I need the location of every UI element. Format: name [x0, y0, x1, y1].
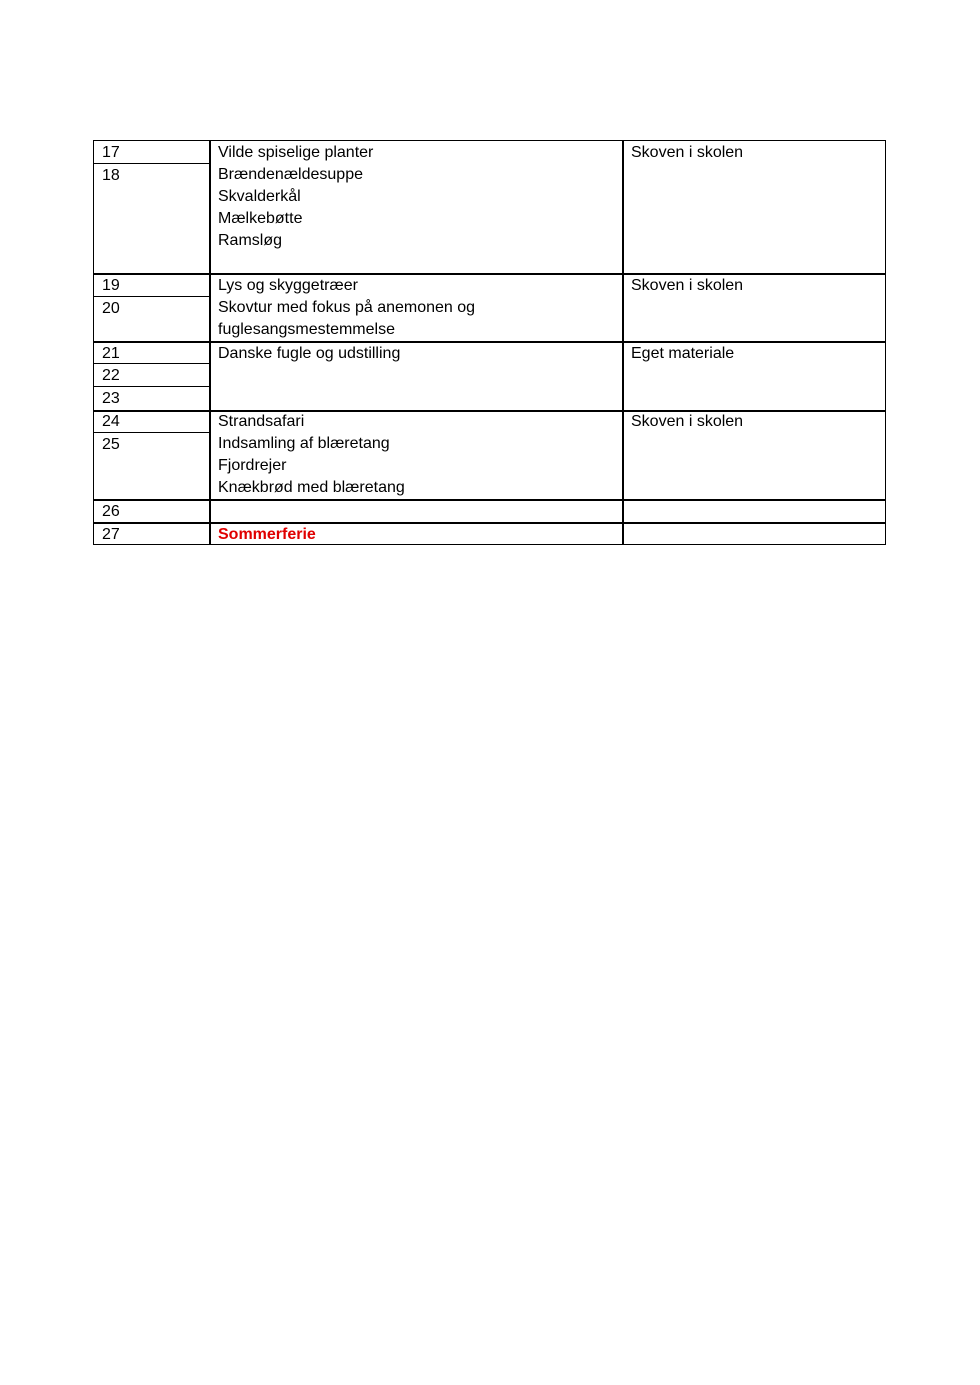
row-divider — [94, 341, 885, 343]
topic-line: Knækbrød med blæretang — [218, 479, 405, 496]
column-divider — [209, 141, 211, 544]
material-text: Eget materiale — [631, 345, 735, 362]
topic-line: Indsamling af blæretang — [218, 435, 390, 452]
material-text: Skoven i skolen — [631, 413, 744, 430]
topic-line: Mælkebøtte — [218, 210, 303, 227]
row-divider — [94, 273, 885, 275]
week-number: 19 — [102, 277, 120, 294]
week-number: 26 — [102, 503, 120, 520]
topic-line: Lys og skyggetræer — [218, 277, 358, 294]
topic-line: Skovtur med fokus på anemonen og — [218, 299, 476, 316]
topic-line: Brændenældesuppe — [218, 166, 363, 183]
week-number: 18 — [102, 167, 120, 184]
week-number: 25 — [102, 436, 120, 453]
week-number: 22 — [102, 367, 120, 384]
material-text: Skoven i skolen — [631, 277, 744, 294]
topic-line: fuglesangsmestemmelse — [218, 321, 395, 338]
topic-line: Strandsafari — [218, 413, 305, 430]
week-number: 21 — [102, 345, 120, 362]
week-number: 20 — [102, 300, 120, 317]
topic-line: Vilde spiselige planter — [218, 144, 374, 161]
week-number: 23 — [102, 390, 120, 407]
row-divider — [94, 522, 885, 524]
topic-line: Danske fugle og udstilling — [218, 345, 401, 362]
column-divider — [622, 141, 624, 544]
week-number: 24 — [102, 413, 120, 430]
week-number: 17 — [102, 144, 120, 161]
material-text: Skoven i skolen — [631, 144, 744, 161]
topic-line: Skvalderkål — [218, 188, 301, 205]
topic-line: Fjordrejer — [218, 457, 287, 474]
schedule-table — [93, 140, 886, 545]
topic-line: Ramsløg — [218, 232, 283, 249]
week-number: 27 — [102, 526, 120, 543]
row-divider — [94, 410, 885, 412]
holiday-label: Sommerferie — [218, 526, 316, 543]
row-divider — [94, 499, 885, 501]
